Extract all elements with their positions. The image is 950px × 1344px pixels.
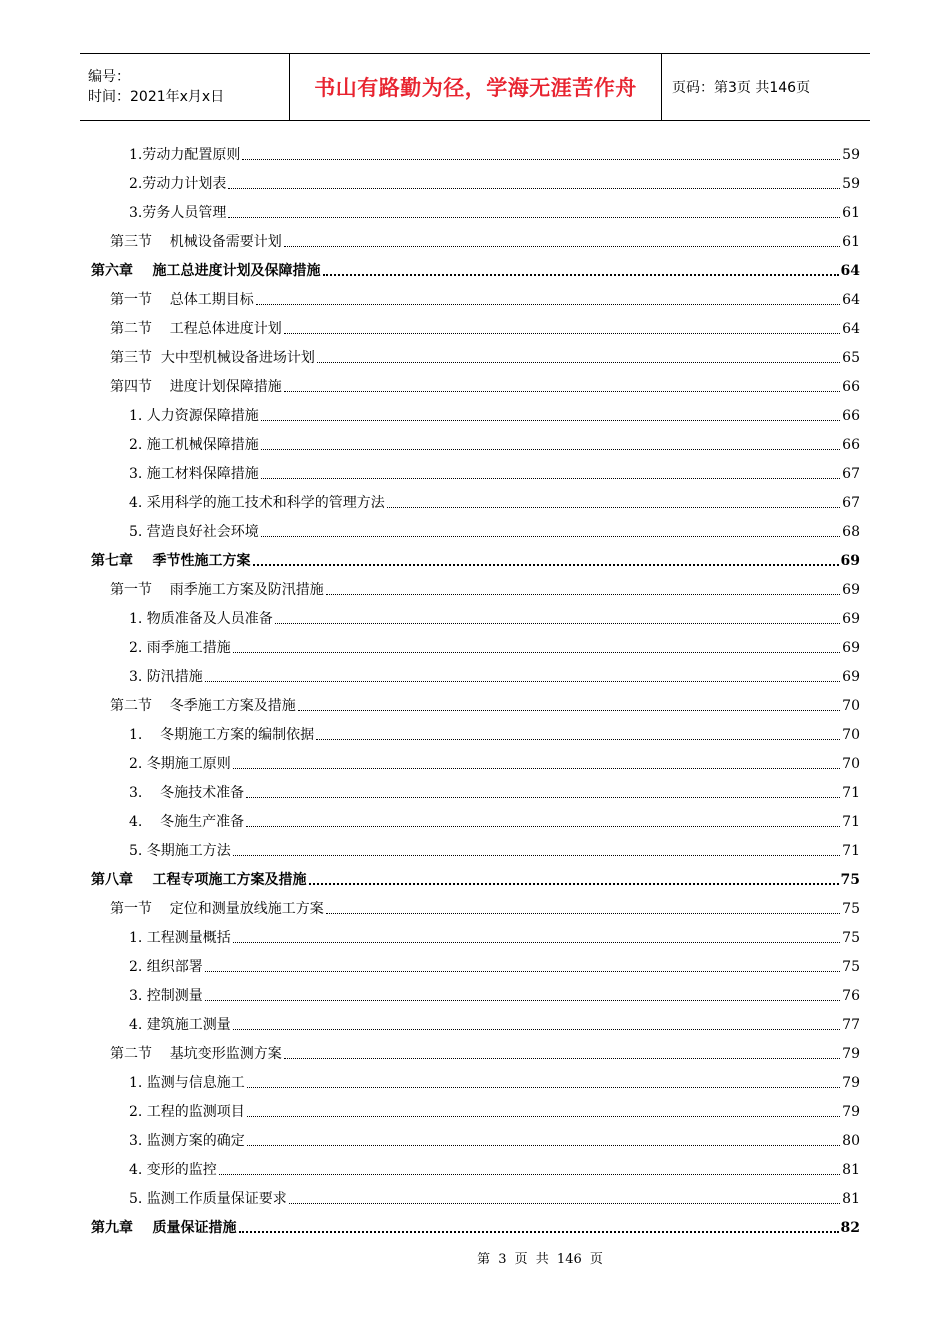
toc-entry-page: 75 (842, 901, 860, 917)
toc-entry-title: 第三节 大中型机械设备进场计划 (110, 350, 315, 366)
toc-entry[interactable] (91, 690, 860, 719)
toc-entry[interactable] (91, 313, 860, 342)
toc-entry-title: 第二节 基坑变形监测方案 (110, 1046, 282, 1062)
toc-entry-page: 66 (842, 379, 860, 395)
header-page-cell (662, 54, 870, 120)
toc-entry-page: 59 (842, 147, 860, 163)
toc-entry[interactable] (91, 1154, 860, 1183)
toc-entry-page: 82 (840, 1220, 860, 1236)
toc-entry-title: 第一节 总体工期目标 (110, 292, 254, 308)
toc-entry[interactable] (91, 748, 860, 777)
toc-entry[interactable] (91, 516, 860, 545)
toc-entry-title: 1. 监测与信息施工 (129, 1075, 245, 1091)
toc-entry-page: 80 (842, 1133, 860, 1149)
toc-dot-leader (205, 681, 840, 682)
toc-entry-page: 61 (842, 234, 860, 250)
toc-entry-title: 1.劳动力配置原则 (129, 147, 241, 163)
toc-entry-page: 67 (842, 466, 860, 482)
toc-entry-title: 4. 建筑施工测量 (129, 1017, 231, 1033)
toc-dot-leader (387, 507, 840, 508)
toc-entry-title: 4. 采用科学的施工技术和科学的管理方法 (129, 495, 385, 511)
toc-dot-leader (233, 942, 840, 943)
toc-entry-page: 75 (840, 872, 860, 888)
toc-entry-title: 2. 工程的监测项目 (129, 1104, 245, 1120)
toc-dot-leader (228, 188, 840, 189)
toc-dot-leader (233, 1029, 840, 1030)
toc-entry[interactable] (91, 1125, 860, 1154)
toc-dot-leader (323, 274, 839, 276)
toc-entry[interactable] (91, 458, 860, 487)
toc-entry-page: 71 (842, 785, 860, 801)
toc-entry[interactable] (91, 632, 860, 661)
toc-entry-title: 第二节 工程总体进度计划 (110, 321, 282, 337)
toc-entry[interactable] (91, 255, 860, 284)
toc-dot-leader (309, 883, 839, 885)
toc-entry[interactable] (91, 951, 860, 980)
toc-entry[interactable] (91, 603, 860, 632)
toc-entry-page: 79 (842, 1104, 860, 1120)
toc-entry-title: 第七章 季节性施工方案 (91, 553, 251, 569)
toc-entry-page: 69 (842, 669, 860, 685)
toc-dot-leader (205, 1000, 840, 1001)
toc-entry-title: 第八章 工程专项施工方案及措施 (91, 872, 307, 888)
table-of-contents (91, 139, 860, 1241)
toc-dot-leader (247, 1145, 840, 1146)
toc-entry-title: 1. 物质准备及人员准备 (129, 611, 273, 627)
toc-entry[interactable] (91, 835, 860, 864)
toc-dot-leader (284, 391, 840, 392)
toc-dot-leader (284, 246, 840, 247)
toc-entry[interactable] (91, 661, 860, 690)
toc-entry-title: 5. 监测工作质量保证要求 (129, 1191, 287, 1207)
toc-entry[interactable] (91, 719, 860, 748)
toc-dot-leader (239, 1231, 839, 1233)
toc-entry-title: 2. 施工机械保障措施 (129, 437, 259, 453)
toc-entry-page: 68 (842, 524, 860, 540)
toc-entry-title: 第六章 施工总进度计划及保障措施 (91, 263, 321, 279)
toc-entry-page: 67 (842, 495, 860, 511)
toc-entry-page: 75 (842, 930, 860, 946)
toc-entry-title: 2. 雨季施工措施 (129, 640, 231, 656)
toc-dot-leader (261, 449, 840, 450)
toc-entry-title: 2. 冬期施工原则 (129, 756, 231, 772)
toc-entry-title: 5. 营造良好社会环境 (129, 524, 259, 540)
toc-entry-page: 64 (842, 321, 860, 337)
toc-entry[interactable] (91, 574, 860, 603)
toc-dot-leader (326, 913, 840, 914)
toc-entry[interactable] (91, 922, 860, 951)
toc-entry-title: 第四节 进度计划保障措施 (110, 379, 282, 395)
toc-entry-title: 1. 人力资源保障措施 (129, 408, 259, 424)
toc-entry[interactable] (91, 342, 860, 371)
toc-entry-page: 69 (842, 640, 860, 656)
toc-entry[interactable] (91, 1009, 860, 1038)
toc-dot-leader (289, 1203, 840, 1204)
toc-entry-title: 1. 冬期施工方案的编制依据 (129, 727, 315, 743)
document-time-label: 时间：2021年x月x日 (88, 89, 225, 105)
toc-entry-title: 第一节 定位和测量放线施工方案 (110, 901, 324, 917)
toc-entry-page: 66 (842, 437, 860, 453)
toc-entry[interactable] (91, 893, 860, 922)
toc-entry[interactable] (91, 487, 860, 516)
toc-dot-leader (242, 159, 840, 160)
toc-entry-page: 81 (842, 1191, 860, 1207)
toc-dot-leader (298, 710, 840, 711)
toc-entry-page: 64 (842, 292, 860, 308)
toc-entry-page: 66 (842, 408, 860, 424)
toc-entry-title: 4. 变形的监控 (129, 1162, 217, 1178)
toc-entry-page: 76 (842, 988, 860, 1004)
toc-entry-page: 61 (842, 205, 860, 221)
toc-entry-page: 69 (842, 611, 860, 627)
toc-dot-leader (253, 564, 839, 566)
toc-entry-title: 第三节 机械设备需要计划 (110, 234, 282, 250)
toc-entry-page: 70 (842, 698, 860, 714)
toc-entry-page: 71 (842, 843, 860, 859)
toc-dot-leader (228, 217, 840, 218)
toc-entry-page: 79 (842, 1075, 860, 1091)
document-number-label: 编号： (88, 69, 130, 85)
header-motto: 书山有路勤为径，学海无涯苦作舟 (314, 75, 637, 100)
toc-dot-leader (247, 1116, 840, 1117)
toc-entry[interactable] (91, 545, 860, 574)
header-page-label: 页码：第3页 共146页 (672, 80, 811, 96)
toc-entry[interactable] (91, 1183, 860, 1212)
toc-entry-title: 3.劳务人员管理 (129, 205, 227, 221)
page-header (80, 53, 870, 121)
toc-entry-title: 1. 工程测量概括 (129, 930, 231, 946)
toc-dot-leader (261, 420, 840, 421)
toc-entry-title: 第二节 冬季施工方案及措施 (110, 698, 296, 714)
toc-dot-leader (326, 594, 840, 595)
toc-entry[interactable] (91, 226, 860, 255)
toc-entry-page: 75 (842, 959, 860, 975)
toc-entry-page: 70 (842, 756, 860, 772)
toc-dot-leader (317, 362, 840, 363)
toc-entry[interactable] (91, 284, 860, 313)
toc-dot-leader (261, 478, 840, 479)
toc-entry-title: 5. 冬期施工方法 (129, 843, 231, 859)
toc-dot-leader (284, 333, 840, 334)
toc-entry-title: 2. 组织部署 (129, 959, 203, 975)
toc-entry-title: 3. 控制测量 (129, 988, 203, 1004)
toc-entry-title: 3. 施工材料保障措施 (129, 466, 259, 482)
toc-entry[interactable] (91, 1067, 860, 1096)
toc-dot-leader (205, 971, 840, 972)
toc-entry-page: 77 (842, 1017, 860, 1033)
header-info (80, 54, 289, 120)
toc-dot-leader (219, 1174, 840, 1175)
toc-entry[interactable] (91, 429, 860, 458)
toc-entry-title: 4. 冬施生产准备 (129, 814, 245, 830)
toc-dot-leader (246, 797, 840, 798)
toc-dot-leader (246, 826, 840, 827)
toc-entry-title: 2.劳动力计划表 (129, 176, 227, 192)
toc-entry-page: 70 (842, 727, 860, 743)
toc-entry[interactable] (91, 1096, 860, 1125)
toc-entry-page: 59 (842, 176, 860, 192)
toc-entry[interactable] (91, 806, 860, 835)
toc-entry-title: 3. 防汛措施 (129, 669, 203, 685)
toc-entry-page: 65 (842, 350, 860, 366)
toc-entry[interactable] (91, 197, 860, 226)
toc-entry[interactable] (91, 777, 860, 806)
toc-entry[interactable] (91, 168, 860, 197)
toc-entry[interactable] (91, 980, 860, 1009)
toc-dot-leader (284, 1058, 840, 1059)
toc-dot-leader (247, 1087, 840, 1088)
toc-dot-leader (261, 536, 840, 537)
toc-entry[interactable] (91, 1038, 860, 1067)
toc-entry[interactable] (91, 139, 860, 168)
toc-dot-leader (233, 855, 840, 856)
toc-entry[interactable] (91, 371, 860, 400)
toc-entry-page: 81 (842, 1162, 860, 1178)
toc-dot-leader (275, 623, 840, 624)
toc-entry[interactable] (91, 1212, 860, 1241)
toc-entry-title: 第九章 质量保证措施 (91, 1220, 237, 1236)
toc-dot-leader (233, 652, 840, 653)
toc-entry-page: 79 (842, 1046, 860, 1062)
toc-entry-page: 69 (840, 553, 860, 569)
toc-entry-page: 69 (842, 582, 860, 598)
toc-entry-title: 第一节 雨季施工方案及防汛措施 (110, 582, 324, 598)
toc-dot-leader (256, 304, 840, 305)
toc-dot-leader (233, 768, 840, 769)
toc-entry-page: 71 (842, 814, 860, 830)
toc-entry-title: 3. 冬施技术准备 (129, 785, 245, 801)
page-footer: 第 3 页 共 146 页 (477, 1252, 603, 1267)
toc-entry[interactable] (91, 400, 860, 429)
toc-entry-page: 64 (840, 263, 860, 279)
header-motto-cell (289, 54, 662, 120)
toc-entry[interactable] (91, 864, 860, 893)
toc-dot-leader (316, 739, 840, 740)
toc-entry-title: 3. 监测方案的确定 (129, 1133, 245, 1149)
